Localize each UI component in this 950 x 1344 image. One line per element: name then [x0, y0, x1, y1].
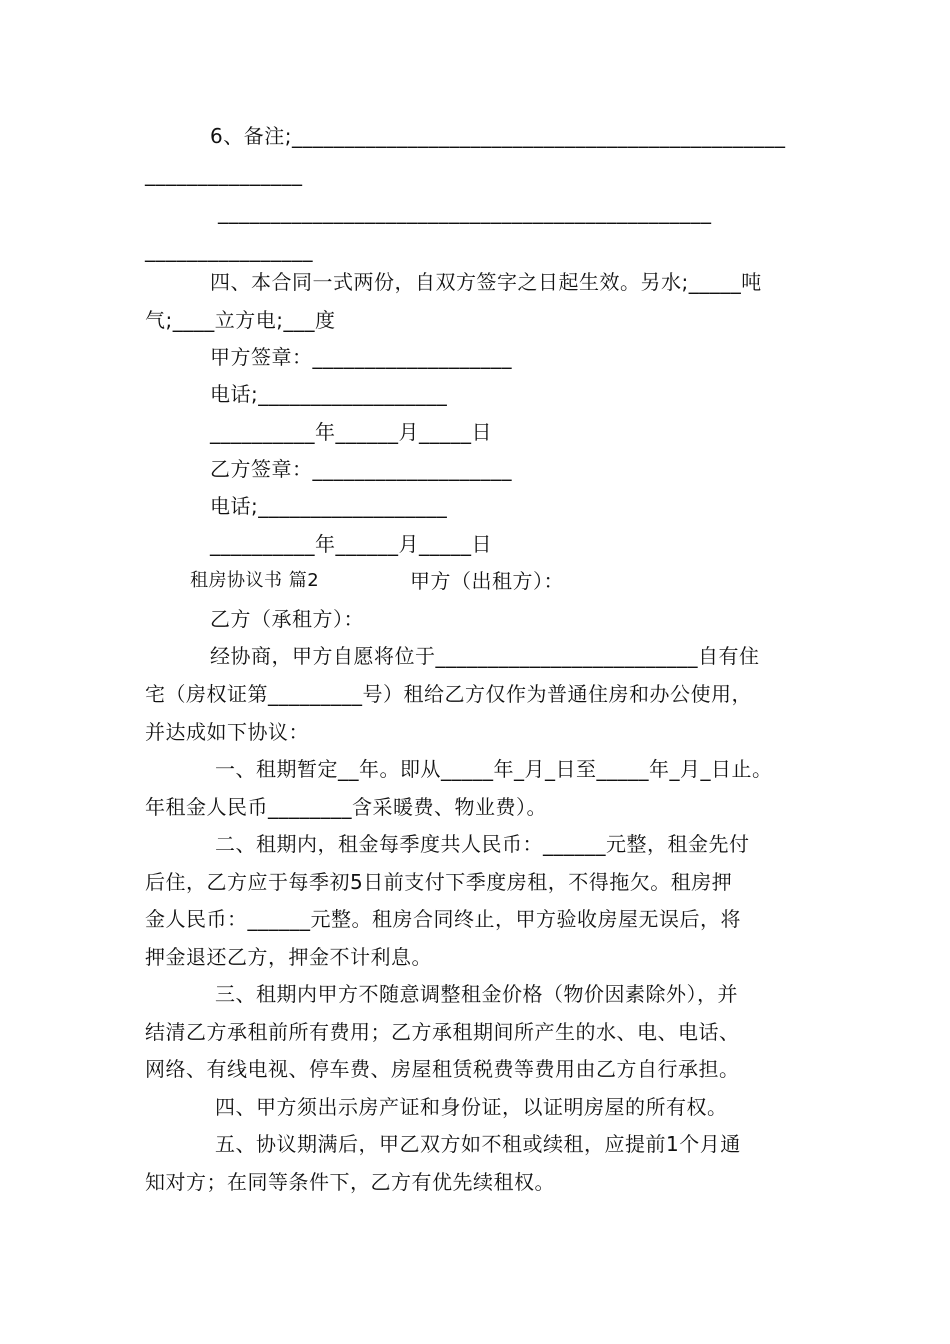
- remarks-line: 6、备注;_______________________________________________: [210, 124, 786, 148]
- blank-line: _______________: [145, 162, 303, 186]
- paragraph-line: 五、协议期满后，甲乙双方如不租或续租，应提前1个月通: [215, 1132, 741, 1156]
- utility-readings: 气;____立方电;___度: [145, 308, 336, 332]
- paragraph-line: 三、租期内甲方不随意调整租金价格（物价因素除外），并: [215, 982, 738, 1006]
- party-b-date: __________年______月_____日: [210, 532, 492, 556]
- paragraph-line: 网络、有线电视、停车费、房屋租赁税费等费用由乙方自行承担。: [145, 1057, 740, 1081]
- paragraph-line: 后住，乙方应于每季初5日前支付下季度房租，不得拖欠。租房押: [145, 870, 733, 894]
- paragraph-line: 并达成如下协议：: [145, 720, 309, 744]
- clause-effective: 四、本合同一式两份，自双方签字之日起生效。另水;_____吨: [210, 270, 762, 294]
- paragraph-line: 年租金人民币________含采暖费、物业费）。: [145, 795, 547, 819]
- paragraph-line: 经协商，甲方自愿将位于_________________________自有住: [210, 644, 760, 668]
- paragraph-line: 结清乙方承租前所有费用；乙方承租期间所产生的水、电、电话、: [145, 1020, 740, 1044]
- paragraph-line: 一、租期暂定__年。即从_____年_月_日至_____年_月_日止。: [215, 757, 773, 781]
- paragraph-line: 二、租期内，租金每季度共人民币：______元整，租金先付: [215, 832, 750, 856]
- paragraph-line: 四、甲方须出示房产证和身份证，以证明房屋的所有权。: [215, 1095, 728, 1119]
- blank-line: _______________________________________________: [218, 200, 712, 224]
- party-b-signature: 乙方签章：___________________: [210, 457, 512, 481]
- party-b-phone: 电话;__________________: [210, 494, 448, 518]
- lessee-label: 乙方（承租方）：: [210, 607, 364, 631]
- blank-line: ________________: [145, 238, 313, 262]
- party-a-date: __________年______月_____日: [210, 420, 492, 444]
- party-a-phone: 电话;__________________: [210, 382, 448, 406]
- paragraph-line: 金人民币：______元整。租房合同终止，甲方验收房屋无误后，将: [145, 907, 741, 931]
- party-a-signature: 甲方签章：___________________: [210, 345, 512, 369]
- paragraph-line: 知对方；在同等条件下，乙方有优先续租权。: [145, 1170, 555, 1194]
- lessor-label: 甲方（出租方）：: [410, 569, 564, 593]
- paragraph-line: 宅（房权证第_________号）租给乙方仅作为普通住房和办公使用，: [145, 682, 752, 706]
- section-title: 租房协议书 篇2: [190, 570, 320, 591]
- paragraph-line: 押金退还乙方，押金不计利息。: [145, 945, 432, 969]
